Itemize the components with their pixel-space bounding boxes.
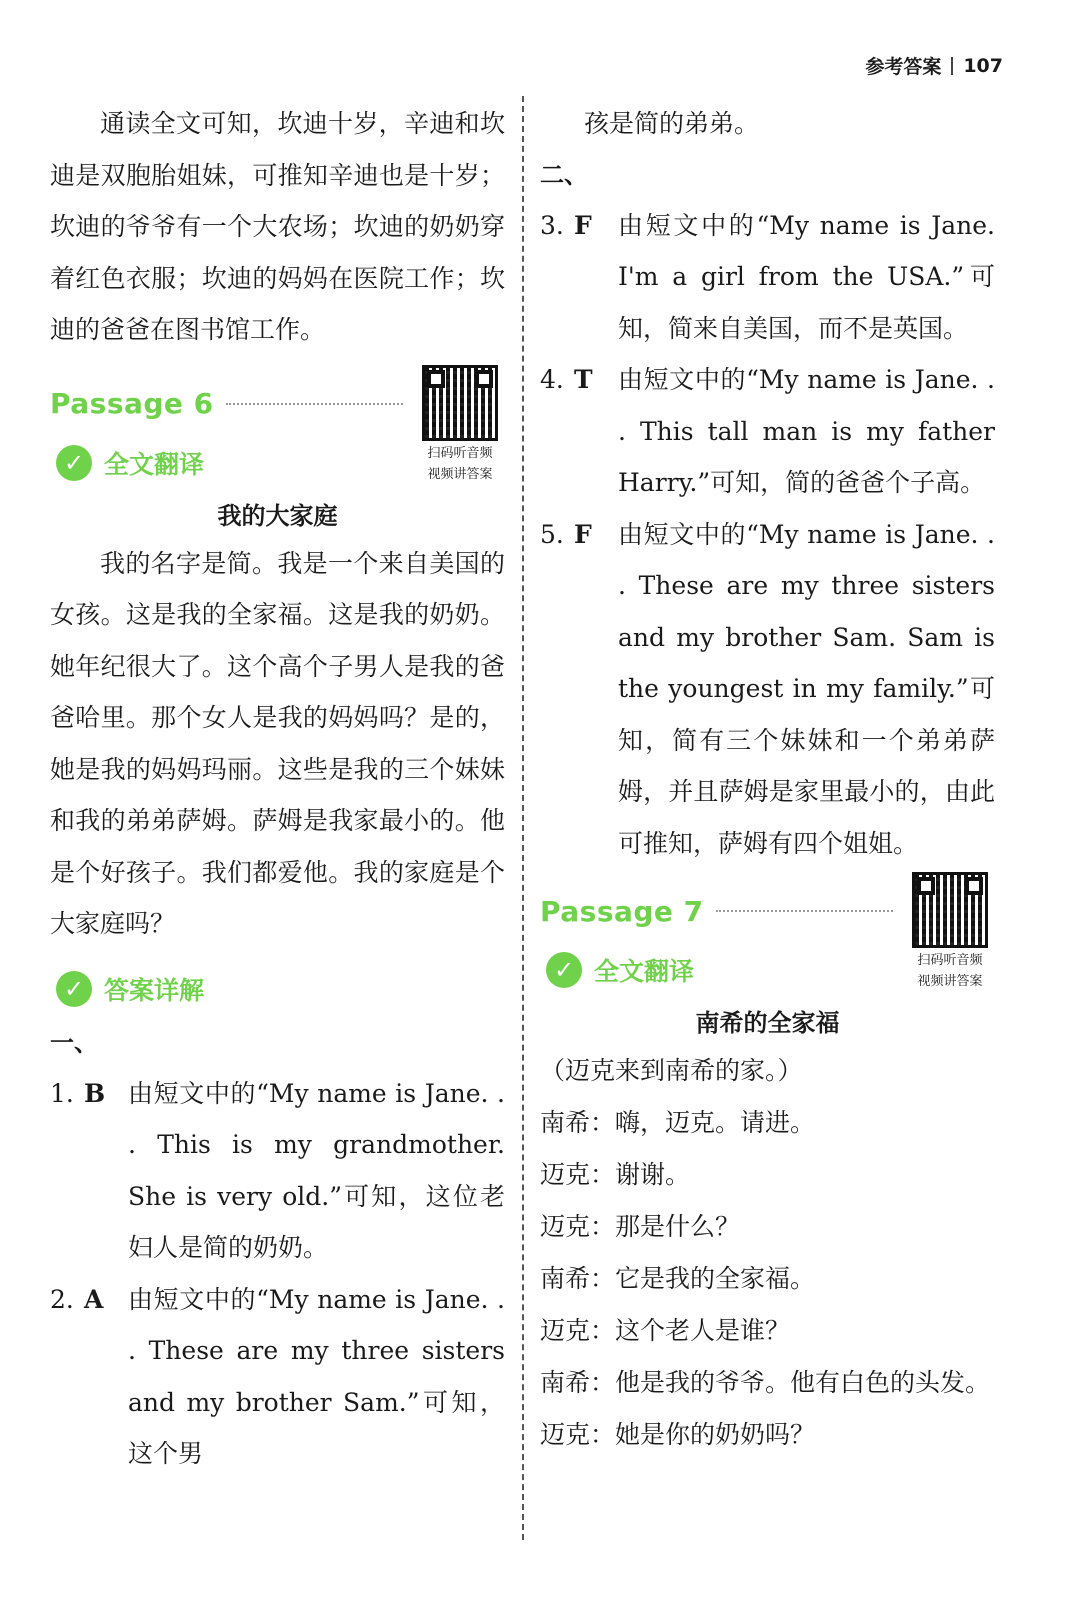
answer-explanation: 由短文中的“My name is Jane. . . These are my three sisters and my brother Sam. Sam is the youngest in my family.”可知，简有三个妹妹和一个弟弟萨姆，并且萨姆是家里最小的，由此可推知，萨姆有四个姐姐。	[618, 519, 995, 858]
passage-title: Passage 7	[540, 894, 704, 928]
qr-caption-line-2: 视频讲答案	[917, 974, 983, 989]
left-column	[50, 98, 505, 1600]
story-title: 我的大家庭	[217, 501, 338, 530]
answer-number: 4.	[540, 365, 564, 394]
answer-item	[50, 1274, 505, 1480]
section-title: 全文翻译	[594, 957, 695, 986]
dotted-leader	[226, 403, 403, 405]
qr-code-icon[interactable]	[422, 365, 498, 441]
answer-item	[540, 200, 995, 355]
check-icon: ✓	[56, 445, 92, 481]
section-title: 答案详解	[104, 975, 205, 1005]
answer-number: 1.	[50, 1078, 74, 1108]
dialog-line: 迈克：这个老人是谁？	[540, 1316, 791, 1345]
part-two-label: 二、	[540, 160, 588, 189]
qr-caption-line-2: 视频讲答案	[427, 466, 493, 482]
dialog-line: 南希：他是我的爷爷。他有白色的头发。	[540, 1368, 991, 1397]
story-title: 南希的全家福	[695, 1009, 840, 1037]
answer-explanation: 由短文中的“My name is Jane. . . This tall man is my father Harry.”可知，简的爸爸个子高。	[618, 365, 995, 497]
answer-number: 5.	[540, 519, 564, 549]
answer-letter: F	[574, 519, 592, 549]
check-icon: ✓	[546, 952, 582, 988]
page-header	[865, 52, 1003, 79]
header-label: 参考答案	[865, 56, 942, 78]
dialog-line: 迈克：那是什么？	[540, 1212, 741, 1241]
answer-explanation: 由短文中的“My name is Jane. . . These are my three sisters and my brother Sam.”可知，这个男	[128, 1284, 505, 1468]
answer-letter: F	[574, 210, 592, 240]
dialog-line: 南希：它是我的全家福。	[540, 1264, 816, 1293]
qr-code-icon[interactable]	[912, 872, 988, 948]
section-answers	[56, 964, 505, 1014]
answer-explanation: 由短文中的“My name is Jane. . . This is my grandmother. She is very old.”可知，这位老妇人是简的奶奶。	[128, 1078, 505, 1262]
dotted-leader	[716, 910, 893, 912]
dialog-line: 南希：嗨，迈克。请进。	[540, 1108, 816, 1137]
answer-explanation: 由短文中的“My name is Jane. I'm a girl from the USA.”可知，简来自美国，而不是英国。	[618, 210, 995, 343]
answer-number: 3.	[540, 210, 564, 240]
qr-block	[905, 872, 995, 990]
answer-item	[50, 1068, 505, 1274]
dialog-line: 迈克：她是你的奶奶吗？	[540, 1420, 816, 1449]
header-divider	[951, 57, 953, 75]
answer-letter: B	[84, 1078, 106, 1108]
continued-text: 孩是简的弟弟。	[584, 109, 760, 138]
page-number: 107	[963, 54, 1003, 77]
right-column	[540, 98, 995, 1600]
column-divider	[522, 96, 524, 1540]
check-icon: ✓	[56, 971, 92, 1007]
answer-number: 2.	[50, 1284, 74, 1314]
qr-caption-line-1: 扫码听音频	[917, 953, 983, 968]
qr-caption-line-1: 扫码听音频	[427, 445, 493, 461]
section-title: 全文翻译	[104, 449, 205, 479]
dialog-line: （迈克来到南希的家。）	[540, 1056, 803, 1085]
answer-letter: T	[574, 365, 593, 394]
answer-item	[540, 509, 995, 870]
answer-item	[540, 354, 995, 509]
qr-block	[415, 365, 505, 483]
part-one-label: 一、	[50, 1028, 98, 1057]
passage-title: Passage 6	[50, 387, 214, 420]
story-paragraph: 我的名字是简。我是一个来自美国的女孩。这是我的全家福。这是我的奶奶。她年纪很大了。这个高个子男人是我的爸爸哈里。那个女人是我的妈妈吗？是的，她是我的妈妈玛丽。这些是我的三个妹妹和我的弟弟萨姆。萨姆是我家最小的。他是个好孩子。我们都爱他。我的家庭是个大家庭吗？	[50, 548, 505, 938]
answer-letter: A	[84, 1284, 104, 1314]
dialog-line: 迈克：谢谢。	[540, 1160, 691, 1189]
intro-paragraph: 通读全文可知，坎迪十岁，辛迪和坎迪是双胞胎姐妹，可推知辛迪也是十岁；坎迪的爷爷有一个大农场；坎迪的奶奶穿着红色衣服；坎迪的妈妈在医院工作；坎迪的爸爸在图书馆工作。	[50, 109, 505, 344]
